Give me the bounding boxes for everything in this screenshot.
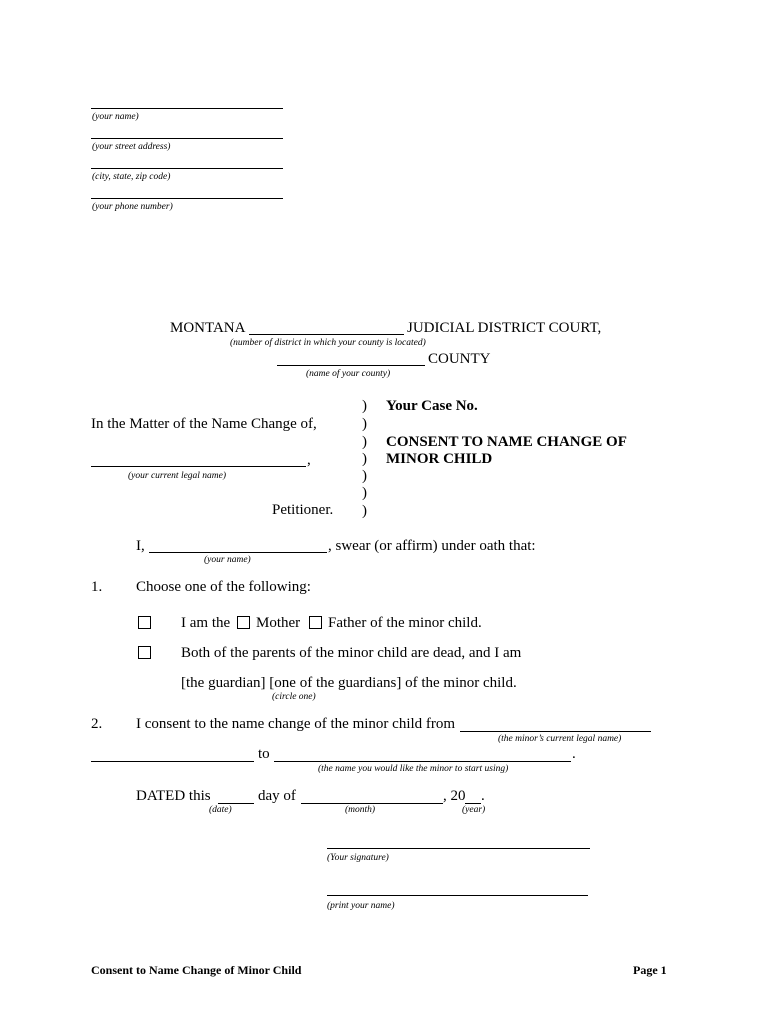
signature-line[interactable] bbox=[327, 848, 590, 849]
current-legal-name-line[interactable] bbox=[91, 466, 306, 467]
date-day-line[interactable] bbox=[218, 803, 254, 804]
month-hint: (month) bbox=[345, 805, 376, 815]
dated-prefix: DATED this bbox=[136, 788, 211, 804]
caption-paren: ) bbox=[362, 434, 367, 450]
minor-current-name-line-continued[interactable] bbox=[91, 761, 254, 762]
legal-name-comma: , bbox=[307, 452, 311, 468]
city-state-zip-label: (city, state, zip code) bbox=[92, 172, 171, 182]
city-state-zip-line[interactable] bbox=[91, 168, 283, 169]
minor-current-name-hint: (the minor’s current legal name) bbox=[498, 734, 622, 744]
parent-checkbox[interactable] bbox=[138, 616, 151, 629]
day-of-text: day of bbox=[258, 788, 296, 804]
court-name: JUDICIAL DISTRICT COURT, bbox=[407, 320, 602, 336]
street-address-label: (your street address) bbox=[92, 142, 171, 152]
case-number-label: Your Case No. bbox=[386, 398, 478, 414]
father-label: Father of the minor child. bbox=[328, 615, 482, 631]
signature-hint: (Your signature) bbox=[327, 853, 389, 863]
court-state: MONTANA bbox=[170, 320, 246, 336]
year-suffix: . bbox=[481, 788, 485, 804]
to-word: to bbox=[258, 746, 270, 762]
oath-name-hint: (your name) bbox=[204, 555, 251, 565]
phone-label: (your phone number) bbox=[92, 202, 173, 212]
mother-label: Mother bbox=[256, 615, 301, 631]
phone-line[interactable] bbox=[91, 198, 283, 199]
circle-one-hint: (circle one) bbox=[272, 692, 316, 702]
caption-paren: ) bbox=[362, 503, 367, 519]
oath-suffix: , swear (or affirm) under oath that: bbox=[328, 538, 536, 554]
caption-paren: ) bbox=[362, 416, 367, 432]
district-hint: (number of district in which your county is located) bbox=[230, 338, 426, 348]
caption-paren: ) bbox=[362, 485, 367, 501]
matter-text: In the Matter of the Name Change of, bbox=[91, 416, 317, 432]
option1-prefix: I am the bbox=[181, 615, 231, 631]
oath-prefix: I, bbox=[136, 538, 145, 554]
minor-current-name-line[interactable] bbox=[460, 731, 651, 732]
street-address-line[interactable] bbox=[91, 138, 283, 139]
oath-name-line[interactable] bbox=[149, 552, 327, 553]
petitioner-label: Petitioner. bbox=[272, 502, 334, 518]
name-label: (your name) bbox=[92, 112, 139, 122]
item2-text: I consent to the name change of the minor child from bbox=[136, 716, 456, 732]
year-hint: (year) bbox=[462, 805, 486, 815]
document-title-line1: CONSENT TO NAME CHANGE OF bbox=[386, 434, 627, 450]
item2-period: . bbox=[572, 746, 576, 762]
page-number: Page 1 bbox=[633, 963, 667, 977]
caption-paren: ) bbox=[362, 451, 367, 467]
footer-title: Consent to Name Change of Minor Child bbox=[91, 963, 302, 977]
year-prefix: , 20 bbox=[443, 788, 466, 804]
guardian-checkbox[interactable] bbox=[138, 646, 151, 659]
minor-new-name-hint: (the name you would like the minor to start using) bbox=[318, 764, 509, 774]
legal-name-hint: (your current legal name) bbox=[128, 471, 227, 481]
county-name-line[interactable] bbox=[277, 365, 425, 366]
father-checkbox[interactable] bbox=[309, 616, 322, 629]
county-word: COUNTY bbox=[428, 351, 491, 367]
print-name-hint: (print your name) bbox=[327, 901, 395, 911]
caption-paren: ) bbox=[362, 398, 367, 414]
date-year-line[interactable] bbox=[465, 803, 481, 804]
document-title-line2: MINOR CHILD bbox=[386, 451, 493, 467]
name-line[interactable] bbox=[91, 108, 283, 109]
print-name-line[interactable] bbox=[327, 895, 588, 896]
county-hint: (name of your county) bbox=[306, 369, 391, 379]
caption-paren: ) bbox=[362, 468, 367, 484]
minor-new-name-line[interactable] bbox=[274, 761, 571, 762]
district-number-line[interactable] bbox=[249, 334, 404, 335]
item1-number: 1. bbox=[91, 579, 103, 595]
item1-text: Choose one of the following: bbox=[136, 579, 311, 595]
option2-line2: [the guardian] [one of the guardians] of the minor child. bbox=[181, 675, 517, 691]
item2-number: 2. bbox=[91, 716, 103, 732]
option2-line1: Both of the parents of the minor child are dead, and I am bbox=[181, 645, 522, 661]
date-hint: (date) bbox=[209, 805, 232, 815]
date-month-line[interactable] bbox=[301, 803, 443, 804]
mother-checkbox[interactable] bbox=[237, 616, 250, 629]
